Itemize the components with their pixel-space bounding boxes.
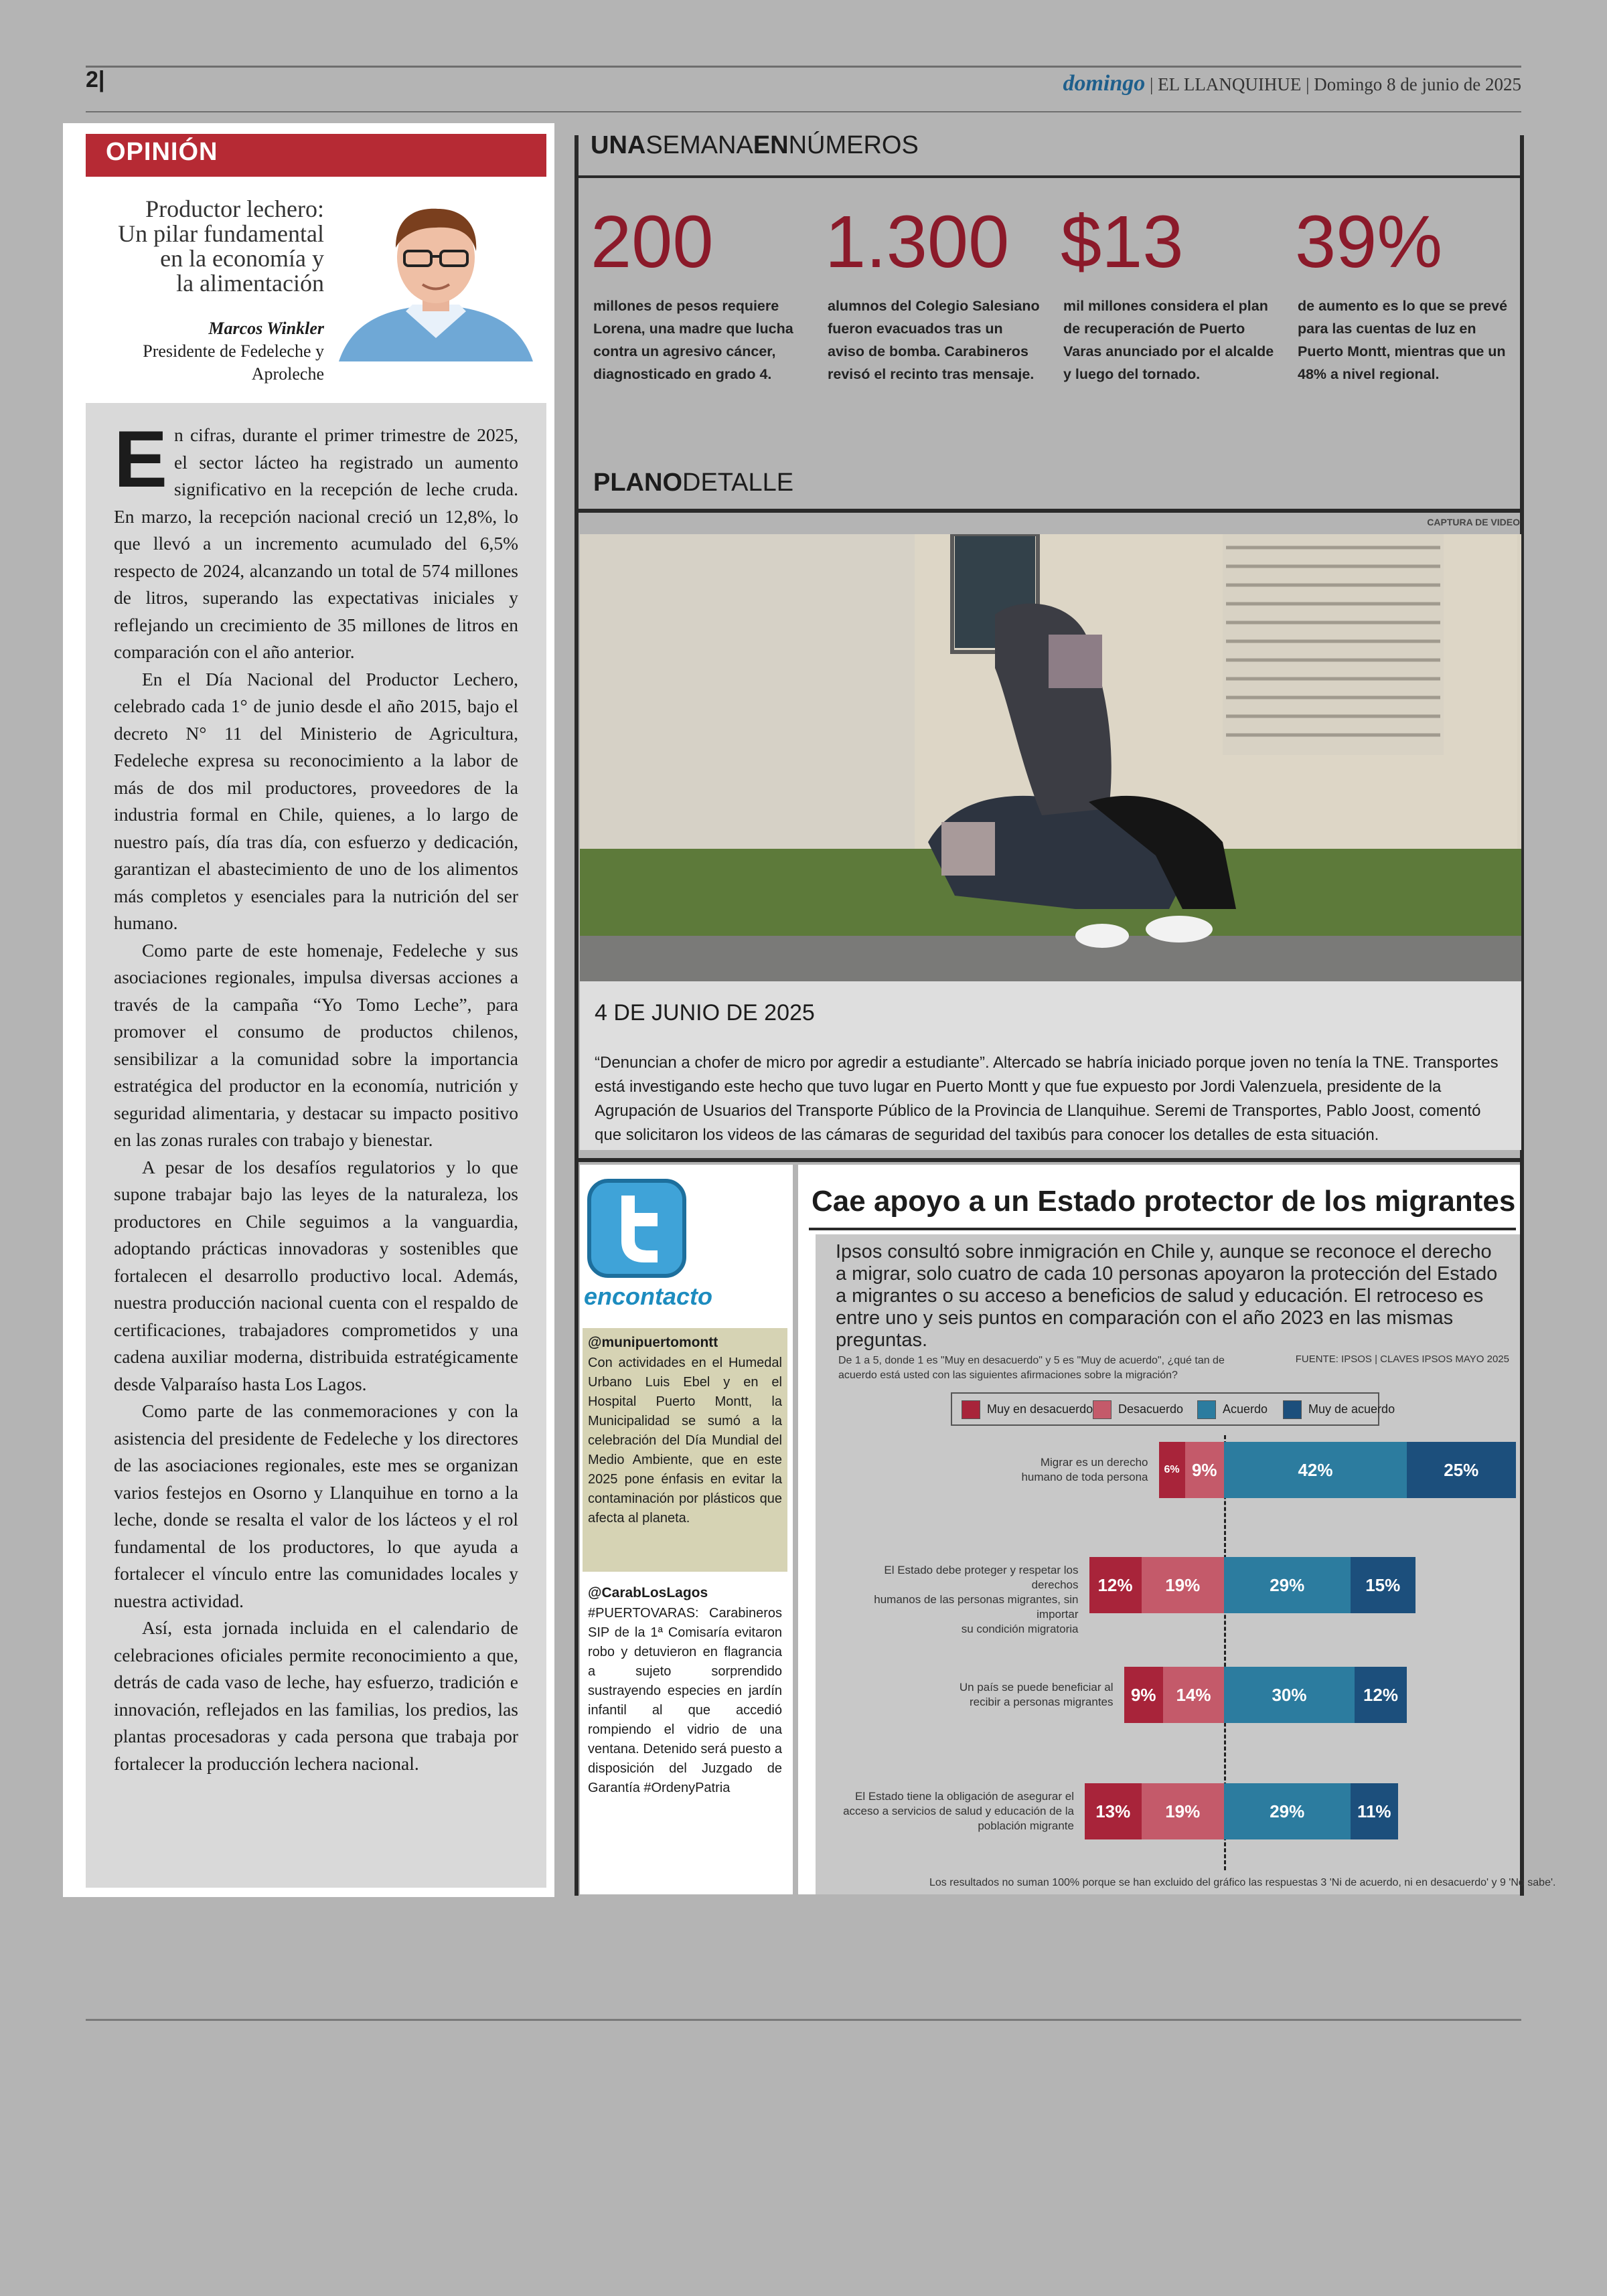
- twitter-icon: [587, 1178, 687, 1279]
- masthead: [1063, 71, 1521, 96]
- plano-detalle-rule: [579, 509, 1520, 513]
- data-label: 19%: [1165, 1574, 1201, 1595]
- bar-segment: [1355, 1667, 1407, 1723]
- photo-caption-box: [580, 981, 1521, 1150]
- opinion-paragraph: En el Día Nacional del Productor Lechero, celebrado cada 1° de junio desde el año 2015, bajo el decreto N° 11 del Ministerio de Agricultura, Fedeleche expresa su reconocimiento a la labor de más de dos mil productores, proveedores de la industria formal en Chile, quienes, a lo largo de nuestro país, día tras día, con esfuerzo y dedicación, garantizan el abastecimiento de uno de los alimentos más completos y esenciales para la nutrición del ser humano.: [114, 668, 518, 933]
- plano-detalle-title: PLANODETALLE: [593, 469, 794, 497]
- chart-title: Cae apoyo a un Estado protector de los migrantes: [812, 1185, 1516, 1218]
- legend-swatch: [962, 1400, 980, 1419]
- opinion-section-label: OPINIÓN: [106, 138, 218, 166]
- category-label-line: su condición migratoria: [961, 1623, 1079, 1635]
- data-label: 9%: [1130, 1684, 1156, 1705]
- header-top-rule: [86, 66, 1521, 68]
- category-label-line: acceso a servicios de salud y educación de la: [843, 1805, 1074, 1817]
- data-label: 30%: [1272, 1684, 1307, 1705]
- data-label: 9%: [1191, 1459, 1217, 1480]
- stat-number: $13: [1061, 201, 1184, 283]
- category-label: [872, 1680, 1114, 1710]
- tweet-text: Con actividades en el Humedal Urbano Luis Ebel y en el Hospital Puerto Montt, la Municipalidad se sumó a la celebración del Día Mundial del Medio Ambiente, que en este 2025 pone énfasis en evitar la contaminación por plásticos que afecta al planeta.: [588, 1356, 782, 1526]
- category-label: [838, 1563, 1079, 1637]
- data-label: 42%: [1298, 1459, 1333, 1480]
- headline-line: Productor lechero:: [145, 195, 324, 222]
- opinion-column: [63, 123, 554, 1897]
- bar-segment: [1142, 1557, 1225, 1613]
- page-bottom-rule: [86, 2019, 1521, 2021]
- author-role: Aproleche: [251, 364, 324, 384]
- data-label: 29%: [1270, 1801, 1305, 1821]
- data-label: 29%: [1270, 1574, 1305, 1595]
- stat-number: 200: [591, 201, 714, 283]
- masthead-brand: domingo: [1063, 71, 1146, 96]
- news-photo: [580, 534, 1521, 981]
- photo-credit: CAPTURA DE VIDEO: [1427, 517, 1520, 527]
- legend-item: Muy de acuerdo: [1283, 1400, 1395, 1419]
- bar-segment: [1407, 1442, 1516, 1498]
- chart-note: Los resultados no suman 100% porque se han excluido del gráfico las respuestas 3 'Ni de acuerdo, ni en desacuerdo' y 9 'No sabe'.: [929, 1877, 1556, 1888]
- wall-vent: [1223, 534, 1444, 755]
- stat-text: alumnos del Colegio Salesiano fueron evacuados tras un aviso de bomba. Carabineros revisó el recinto tras mensaje.: [828, 298, 1040, 382]
- bar-segment: [1224, 1783, 1351, 1839]
- chart-title-rule: [809, 1228, 1516, 1230]
- tweet-handle[interactable]: @munipuertomontt: [588, 1335, 718, 1350]
- bar-segment: [1159, 1442, 1185, 1498]
- en-contacto-column: [580, 1165, 793, 1894]
- bar-segment: [1224, 1557, 1351, 1613]
- stat-number: 39%: [1295, 201, 1443, 283]
- plano-detalle-bottom-rule: [579, 1158, 1520, 1162]
- opinion-body: [86, 403, 546, 1888]
- opinion-paragraph: Como parte de este homenaje, Fedeleche y sus asociaciones regionales, impulsa diversas acciones a través de la campaña “Yo Tomo Leche”, para promover el consumo de productos chilenos, sensibilizar a la comunidad sobre la importancia estratégica del productor en la economía, nutrición y seguridad alimentaria, y destacar su impacto positivo en las zonas rurales con trabajo y bienestar.: [114, 939, 518, 1150]
- stat-text: de aumento es lo que se prevé para las cuentas de luz en Puerto Montt, mientras que un 48% a nivel regional.: [1298, 298, 1508, 382]
- masthead-paper: | EL LLANQUIHUE |: [1150, 74, 1310, 94]
- tweet-card: [583, 1328, 787, 1572]
- photo-caption: “Denuncian a chofer de micro por agredir a estudiante”. Altercado se habría iniciado porque joven no tenía la TNE. Transportes está investigando este hecho que tuvo lugar en Puerto Montt y que fue expuesto por Jordi Valenzuela, presidente de la Agrupación de Usuarios del Transporte Público de la Provincia de Llanquihue. Seremi de Transportes, Pablo Joost, comentó que solicitaron los videos de las cámaras de seguridad del taxibús para conocer los detalles de esta situación.: [595, 1054, 1499, 1144]
- category-label-line: humano de toda persona: [1021, 1471, 1148, 1483]
- category-label-line: El Estado debe proteger y respetar los derechos: [884, 1564, 1079, 1591]
- tweet-text: #PUERTOVARAS: Carabineros SIP de la 1ª Comisaría evitaron robo y detuvieron en flagrancia a sujeto sorprendido sustrayendo especies en jardín infantil al que accedió rompiendo el vidrio de una ventana. Detenido será puesto a disposición del Juzgado de Garantía #OrdenyPatria: [588, 1606, 782, 1795]
- opinion-paragraph: Como parte de las conmemoraciones y con la asistencia del presidente de Fedeleche y los directores de las asociaciones regionales, este mes se organizan varios festejos en Osorno y Llanquihue en torno a la leche, donde se resalta el valor de los lácteos y el rol fundamental de los productores, lo que ayuda a fortalecer el vínculo entre las comunidades locales y nuestra actividad.: [114, 1400, 518, 1611]
- una-semana-rule: [579, 175, 1520, 178]
- chart-section: [798, 1165, 1556, 1894]
- chart-subtitle: Ipsos consultó sobre inmigración en Chile y, aunque se reconoce el derecho a migrar, solo cuatro de cada 10 personas apoyaron la protección del Estado a migrantes o su acceso a beneficios de salud y educación. El retroceso es entre uno y seis puntos en comparación con el año 2023 en las mismas preguntas.: [836, 1241, 1498, 1351]
- legend-swatch: [1197, 1400, 1216, 1419]
- stat-number: 1.300: [825, 201, 1010, 283]
- legend-item: Desacuerdo: [1093, 1400, 1183, 1419]
- data-label: 19%: [1165, 1801, 1201, 1821]
- data-label: 25%: [1444, 1459, 1479, 1480]
- opinion-author: [86, 317, 324, 386]
- en-contacto-label: encontacto: [584, 1283, 713, 1310]
- masthead-date: Domingo 8 de junio de 2025: [1314, 74, 1521, 94]
- data-label: 6%: [1164, 1464, 1180, 1475]
- data-label: 11%: [1357, 1801, 1391, 1821]
- bar-segment: [1142, 1783, 1225, 1839]
- tweet-card: [583, 1578, 787, 1886]
- headline-line: en la economía y: [160, 245, 324, 272]
- page-number: 2|: [86, 67, 105, 92]
- stat-text: mil millones considera el plan de recuperación de Puerto Varas anunciado por el alcalde y luego del tornado.: [1063, 298, 1274, 382]
- category-label-line: población migrante: [978, 1819, 1074, 1832]
- headline-line: Un pilar fundamental: [118, 220, 324, 247]
- data-label: 13%: [1095, 1801, 1131, 1821]
- bar-segment: [1224, 1442, 1407, 1498]
- bar-segment: [1163, 1667, 1224, 1723]
- header-bottom-rule: [86, 111, 1521, 112]
- photo-date: 4 DE JUNIO DE 2025: [595, 1000, 815, 1026]
- category-label: [907, 1455, 1148, 1485]
- opinion-paragraph: Así, esta jornada incluida en el calendario de celebraciones oficiales permite reconocimiento a que, detrás de cada vaso de leche, hay esfuerzo, tradición e innovación, reflejados en las familias, los predios, las plantas procesadoras y cada persona que trabaja por fortalecer la producción lechera nacional.: [114, 1617, 518, 1774]
- headline-line: la alimentación: [176, 270, 324, 297]
- data-label: 12%: [1097, 1574, 1133, 1595]
- data-label: 12%: [1363, 1684, 1399, 1705]
- category-label-line: Un país se puede beneficiar al: [959, 1681, 1114, 1694]
- category-label-line: humanos de las personas migrantes, sin importar: [874, 1593, 1079, 1621]
- drop-cap: E: [114, 414, 168, 504]
- category-label-line: Migrar es un derecho: [1040, 1456, 1148, 1469]
- chart-panel: [816, 1234, 1556, 1894]
- author-name: Marcos Winkler: [208, 319, 324, 338]
- legend-item: Muy en desacuerdo: [962, 1400, 1093, 1419]
- data-label: 14%: [1176, 1684, 1211, 1705]
- column-rule-left: [575, 135, 579, 1896]
- chart-source: FUENTE: IPSOS | CLAVES IPSOS MAYO 2025: [1295, 1354, 1509, 1365]
- tweet-handle[interactable]: @CarabLosLagos: [588, 1585, 708, 1601]
- author-portrait: [325, 194, 546, 361]
- data-label: 15%: [1365, 1574, 1401, 1595]
- bar-segment: [1351, 1557, 1416, 1613]
- opinion-text: [114, 414, 518, 1777]
- bar-segment: [1089, 1557, 1142, 1613]
- opinion-headline: [72, 197, 324, 296]
- category-label: [833, 1789, 1074, 1833]
- author-role: Presidente de Fedeleche y: [143, 341, 324, 361]
- chart-question: De 1 a 5, donde 1 es "Muy en desacuerdo" y 5 es "Muy de acuerdo", ¿qué tan de acuerdo está usted con las siguientes afirmaciones sobre la migración?: [838, 1355, 1225, 1381]
- legend-item: Acuerdo: [1197, 1400, 1268, 1419]
- legend-swatch: [1283, 1400, 1302, 1419]
- opinion-section-bar: [86, 134, 546, 177]
- chart-legend: [951, 1392, 1395, 1426]
- opinion-paragraph: En cifras, durante el primer trimestre de 2025, el sector lácteo ha registrado un aumento significativo en la recepción de leche cruda. En marzo, la recepción nacional creció un 12,8%, lo que llevó a un incremento acumulado del 6,5% respecto de 2024, alcanzando un total de 574 millones de litros, superando las expectativas iniciales y reflejando un crecimiento de 35 millones de litros en comparación con el año anterior.: [114, 414, 518, 662]
- category-label-line: recibir a personas migrantes: [970, 1696, 1114, 1708]
- legend-swatch: [1093, 1400, 1112, 1419]
- bar-segment: [1351, 1783, 1399, 1839]
- bar-segment: [1124, 1667, 1164, 1723]
- opinion-paragraph: A pesar de los desafíos regulatorios y lo que supone trabajar bajo las leyes de la naturaleza, los productores en Chile seguimos a la vanguardia, adoptando prácticas innovadoras y sostenibles que fortalecen el desarrollo productivo local. Además, nuestra producción nacional cuenta con el respaldo de certificaciones, trabajadores comprometidos y una cadena auxiliar moderna, distribuida estratégicamente desde Valparaíso hasta Los Lagos.: [114, 1156, 518, 1394]
- bar-segment: [1185, 1442, 1225, 1498]
- category-label-line: El Estado tiene la obligación de asegurar el: [855, 1790, 1074, 1803]
- una-semana-title: UNASEMANAENNÚMEROS: [591, 131, 919, 159]
- bar-segment: [1085, 1783, 1142, 1839]
- stat-text: millones de pesos requiere Lorena, una madre que lucha contra un agresivo cáncer, diagnosticado en grado 4.: [593, 298, 793, 382]
- bar-segment: [1224, 1667, 1355, 1723]
